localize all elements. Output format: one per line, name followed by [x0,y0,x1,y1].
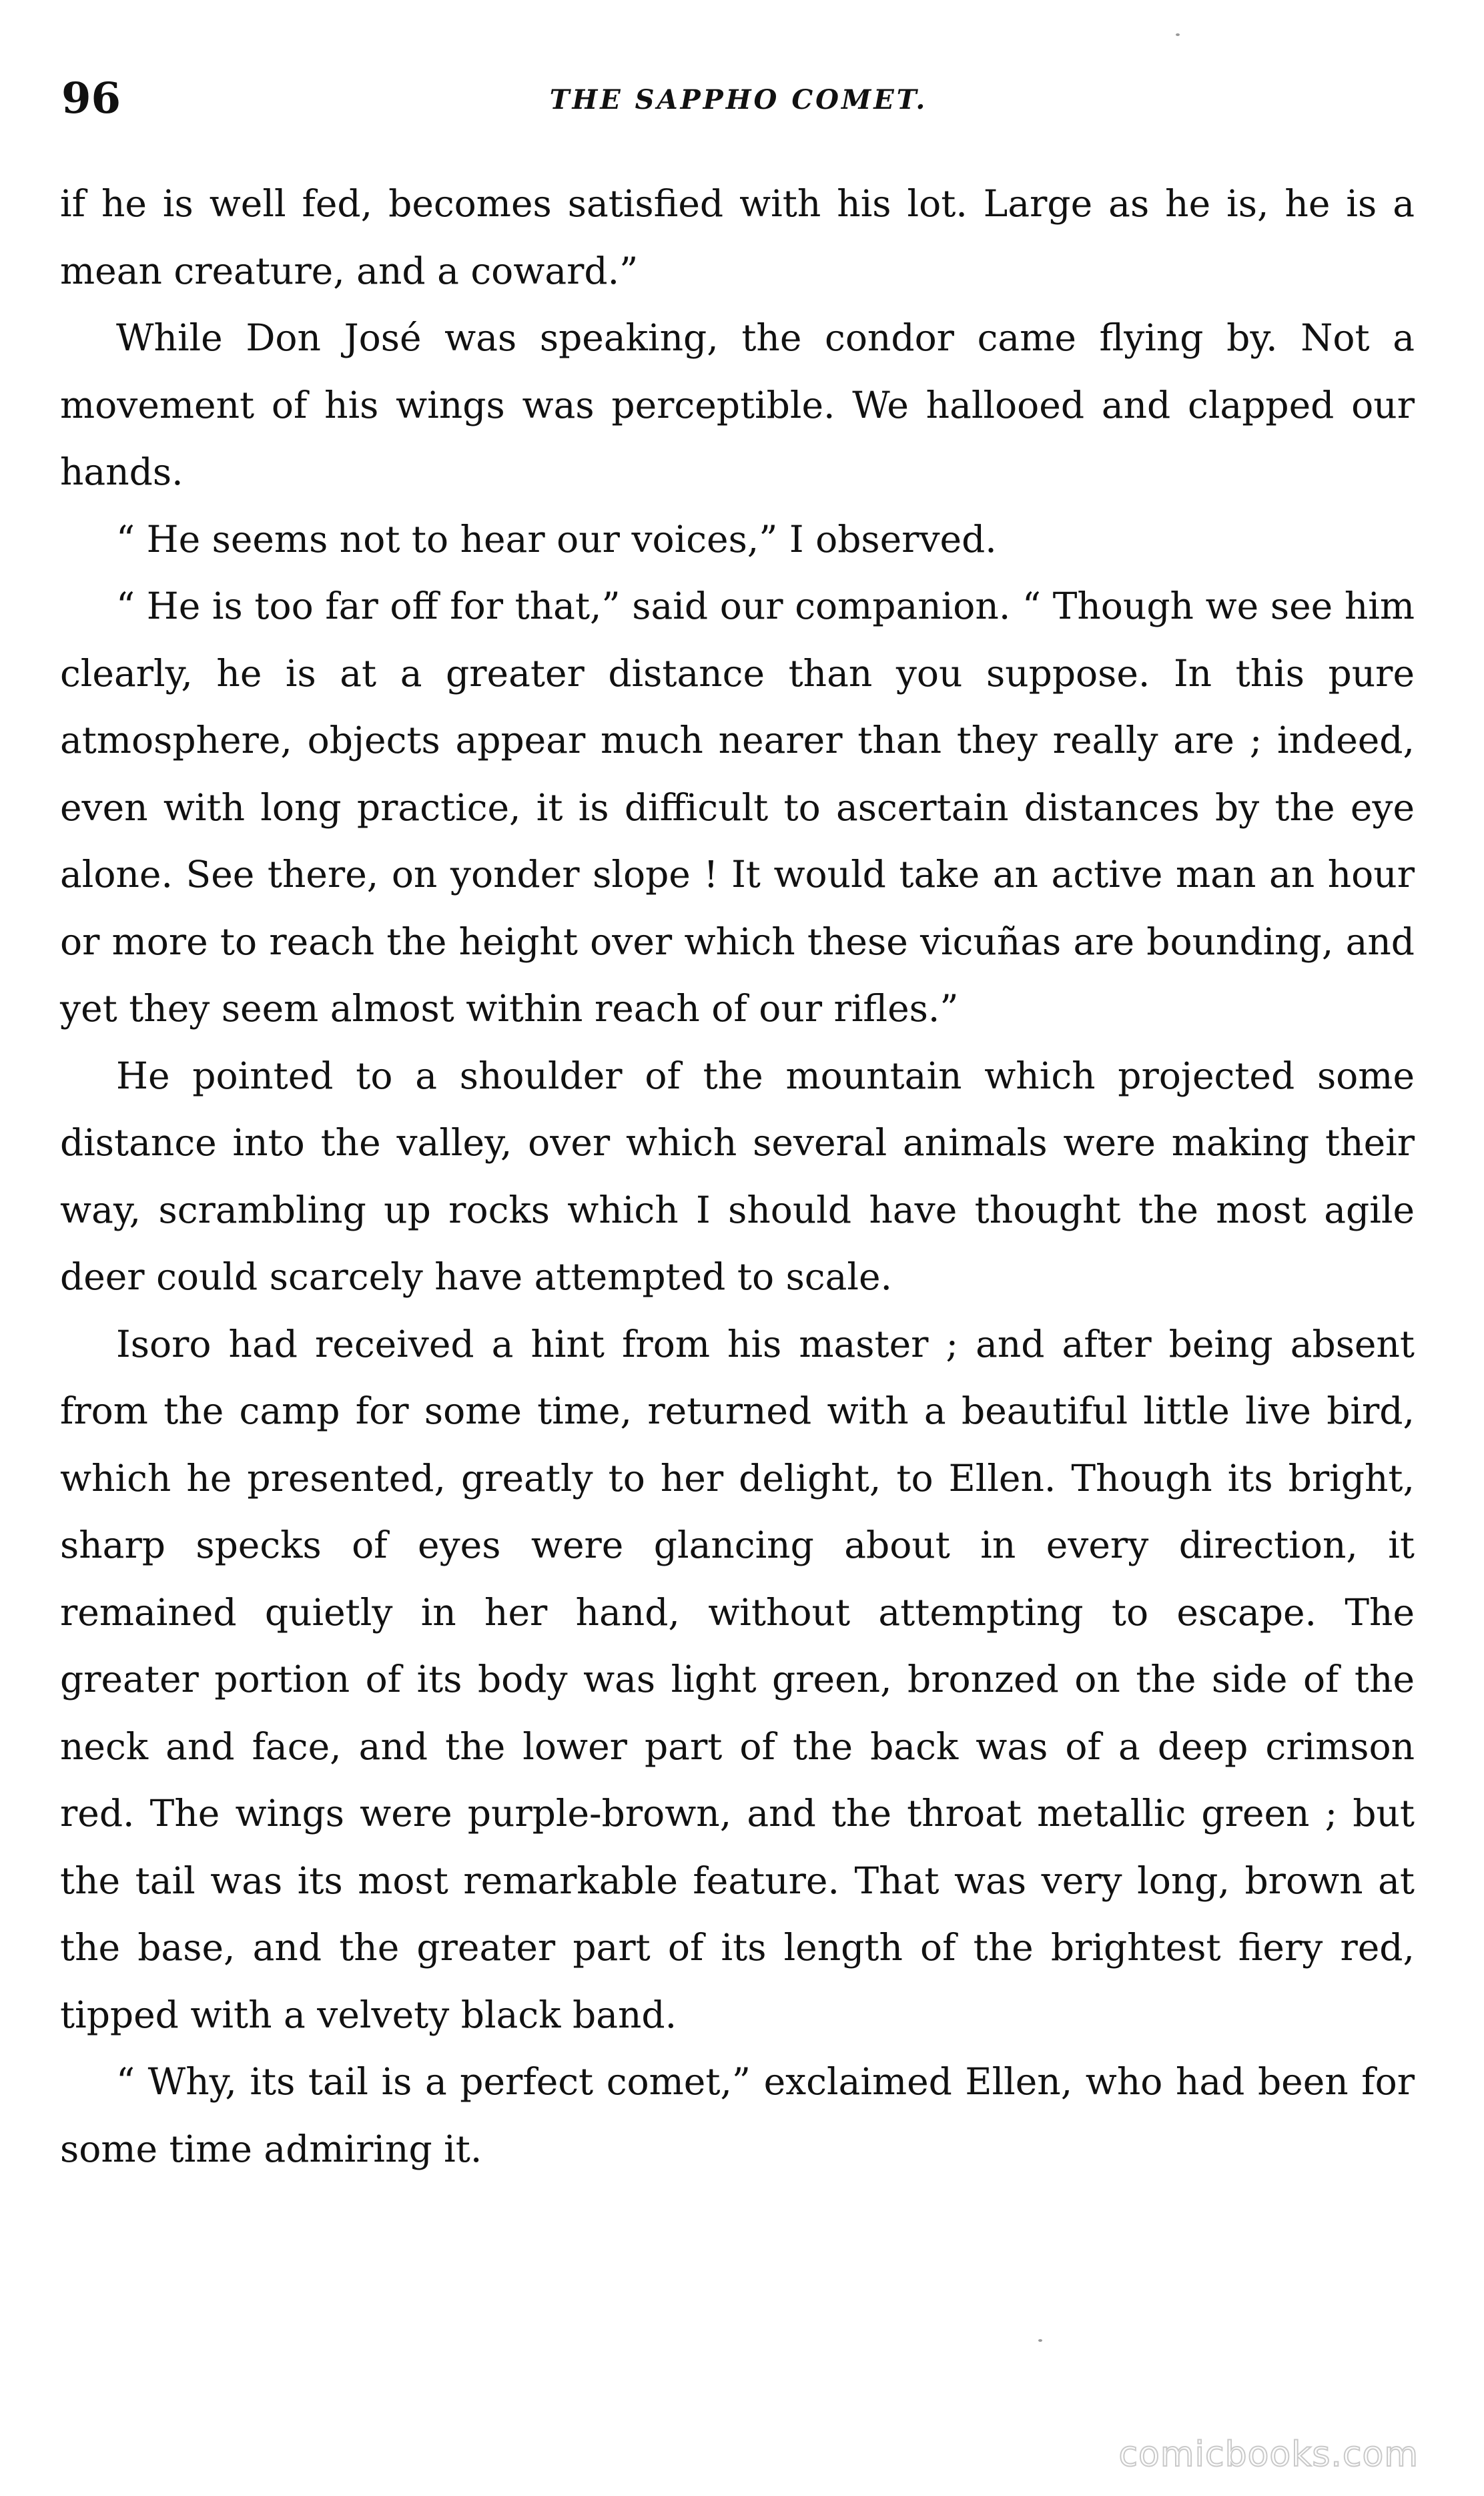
print-speck [1176,33,1180,36]
print-speck [1038,2339,1042,2342]
running-head [61,72,1416,125]
watermark: comicbooks.com [1118,2435,1419,2475]
paragraph: He pointed to a shoulder of the mountain which projected some distance into the valley, over which several animals were making their way, scrambling up rocks which I should have thought the most agile deer could scarcely have attempted to scale. [60,1054,1415,1298]
paragraph: While Don José was speaking, the condor came flying by. Not a movement of his wings was perceptible. We hallooed and clapped our hands. [60,316,1415,493]
body-text [60,170,1415,2182]
paragraph: “ He is too far off for that,” said our companion. “ Though we see him clearly, he is at a greater distance than you suppose. In this pure atmosphere, objects appear much nearer than they really are ; indeed, even with long practice, it is difficult to ascertain distances by the eye alone. See there, on yonder slope ! It would take an active man an hour or more to reach the height over which these vicuñas are bounding, and yet they seem almost within reach of our rifles.” [60,585,1415,1030]
paragraph: Isoro had received a hint from his master ; and after being absent from the camp for some time, returned with a beautiful little live bird, which he presented, greatly to her delight, to Ellen. Though its bright, sharp specks of eyes were glancing about in every direction, it remained quietly in her hand, without attempting to escape. The greater portion of its body was light green, bronzed on the side of the neck and face, and the lower part of the back was of a deep crimson red. The wings were purple-brown, and the throat metallic green ; but the tail was its most remarkable feature. That was very long, brown at the base, and the greater part of its length of the brightest fiery red, tipped with a velvety black band. [60,1322,1415,2036]
paragraph: “ He seems not to hear our voices,” I observed. [116,517,997,561]
paragraph: “ Why, its tail is a perfect comet,” exclaimed Ellen, who had been for some time admiring it. [60,2060,1415,2170]
running-title: THE SAPPHO COMET. [549,84,928,115]
page-number: 96 [61,73,121,123]
paragraph: if he is well fed, becomes satisfied with his lot. Large as he is, he is a mean creature, and a coward.” [60,182,1415,292]
